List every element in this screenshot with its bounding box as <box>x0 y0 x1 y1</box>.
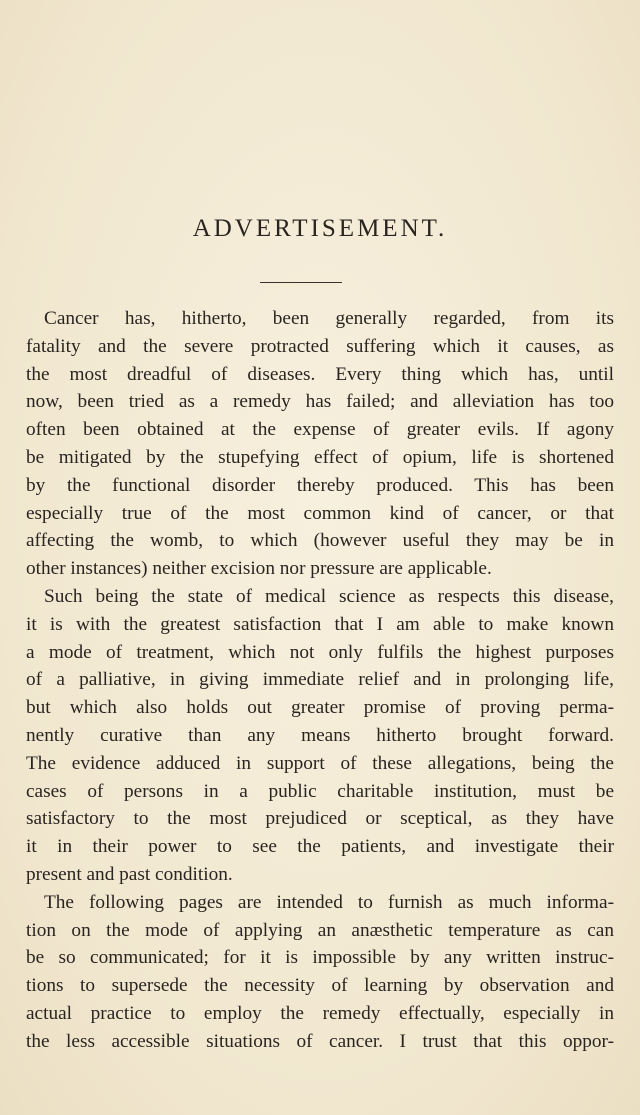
text-line: especially true of the most common kind of cancer, or that <box>26 502 614 524</box>
text-line: satisfactory to the most prejudiced or sceptical, as they have <box>26 808 614 830</box>
text-line: by the functional disorder thereby produced. This has been <box>26 474 614 496</box>
text-line: fatality and the severe protracted suffering which it causes, as <box>26 335 614 357</box>
text-line: but which also holds out greater promise of proving perma- <box>26 697 614 719</box>
text-line: it is with the greatest satisfaction that I am able to make known <box>26 613 614 635</box>
text-line: affecting the womb, to which (however useful they may be in <box>26 530 614 552</box>
text-line: other instances) neither excision nor pressure are applicable. <box>26 558 492 580</box>
text-line: The following pages are intended to furnish as much informa- <box>44 891 614 913</box>
text-line: a mode of treatment, which not only fulfils the highest purposes <box>26 641 614 663</box>
text-line: The evidence adduced in support of these allegations, being the <box>26 752 614 774</box>
text-line: tions to supersede the necessity of learning by observation and <box>26 975 614 997</box>
text-line: it in their power to see the patients, and investigate their <box>26 836 614 858</box>
text-line: be mitigated by the stupefying effect of opium, life is shortened <box>26 446 614 468</box>
text-line: Cancer has, hitherto, been generally regarded, from its <box>44 308 614 329</box>
text-line: Such being the state of medical science as respects this disease, <box>44 585 614 607</box>
text-line: nently curative than any means hitherto brought forward. <box>26 724 614 746</box>
text-line: the most dreadful of diseases. Every thing which has, until <box>26 363 614 385</box>
text-line: cases of persons in a public charitable institution, must be <box>26 780 614 802</box>
text-line: be so communicated; for it is impossible by any written instruc- <box>26 947 614 969</box>
text-line: actual practice to employ the remedy effectually, especially in <box>26 1002 614 1024</box>
text-line: tion on the mode of applying an anæsthetic temperature as can <box>26 919 614 941</box>
text-line: of a palliative, in giving immediate relief and in prolonging life, <box>26 669 614 691</box>
body-text <box>26 305 614 1056</box>
text-line: present and past condition. <box>26 863 233 885</box>
page-heading: ADVERTISEMENT. <box>192 215 448 242</box>
text-line: the less accessible situations of cancer. I trust that this oppor- <box>26 1030 614 1052</box>
text-line: often been obtained at the expense of greater evils. If agony <box>26 419 614 441</box>
heading-rule <box>260 282 342 283</box>
text-line: now, been tried as a remedy has failed; and alleviation has too <box>26 391 614 413</box>
